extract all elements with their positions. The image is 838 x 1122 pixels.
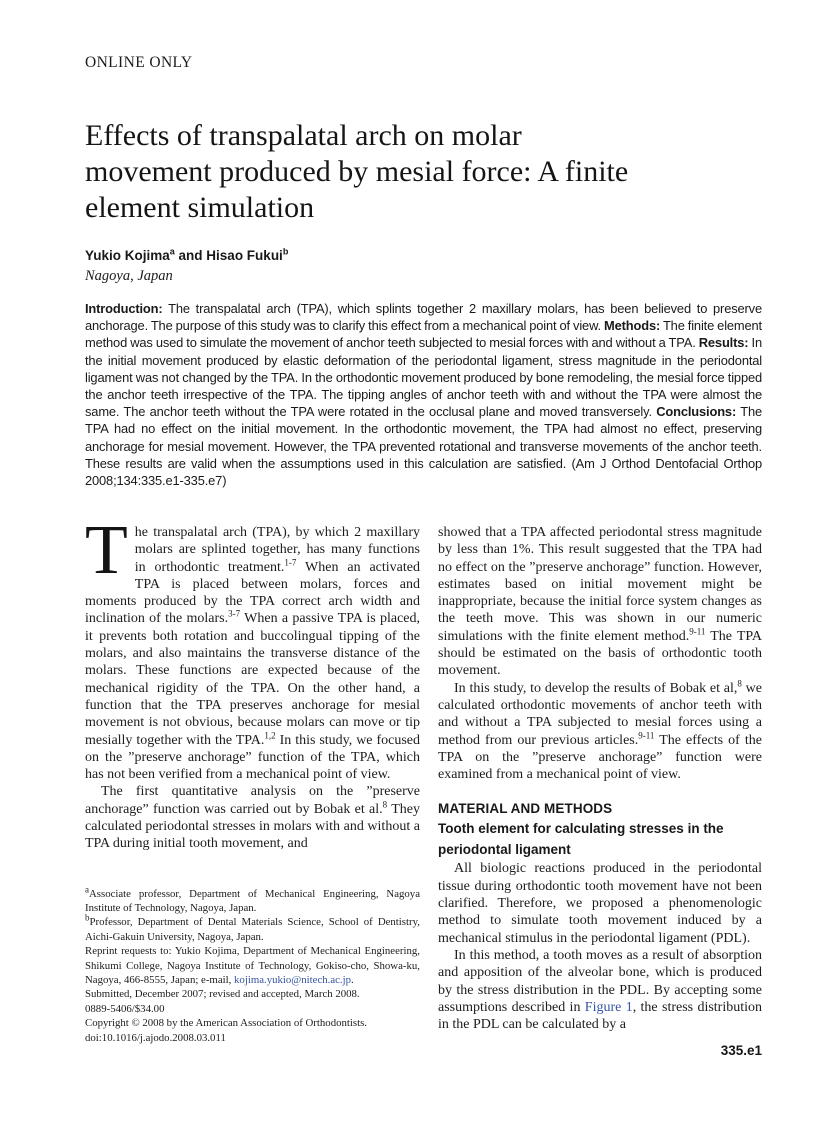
footnote-line: 0889-5406/$34.00 (85, 1002, 165, 1015)
paragraph-first-analysis: The first quantitative analysis on the ”preserve anchorage” function was carried out by Bobak et al.$^8$ They calculated periodontal stresses in molars with and without a TPA during initial tooth movement, and (85, 784, 420, 852)
abstract-paragraph: Introduction: The transpalatal arch (TPA), which splints together 2 maxillary molars, has been believed to preserve anchorage. The purpose of this study was to clarify this effect from a mechanical point of view. Methods: The finite element method was used to simulate the movement of anchor teeth subjected to mesial forces with and without a TPA. Results: In the initial movement produced by elastic deformation of the periodontal ligament, stress magnitude in the periodontal ligament was not changed by the TPA. In the orthodontic movement produced by bone remodeling, the mesial force tipped the anchor teeth irrespective of the TPA. The tipping angles of anchor teeth with and without the TPA were almost the same. The anchor teeth without the TPA were rotated in the occlusal plane and moved transversely. Conclusions: The TPA had no effect on the initial movement. In the orthodontic movement, the TPA had almost no effect, preserving anchorage for mesial movement. However, the TPA prevented rotational and transverse movements of the anchor teeth. These results are valid when the assumptions used in this calculation are satisfied. (Am J Orthod Dentofacial Orthop 2008;134:335.e1-335.e7) (85, 301, 762, 489)
body-columns (85, 512, 763, 1045)
page-number: 335.e1 (720, 1043, 762, 1058)
footnote-line: Copyright © 2008 by the American Association of Orthodontists. (85, 1017, 367, 1030)
footnote-line: $^a$Associate professor, Department of Mechanical Engineering, Nagoya Institute of Technology, Nagoya, Japan. (85, 883, 420, 914)
affiliation: Nagoya, Japan (85, 268, 173, 284)
paragraph-intro: The transpalatal arch (TPA), by which 2 maxillary molars are splinted together, has many functions in orthodontic treatment.$^{1-7}$ When an activated TPA is placed between molars, forces and moments produced by the TPA correct arch width and inclination of the molars.$^{3-7}$ When a passive TPA is placed, it prevents both rotation and buccolingual tipping of the molars, and also maintains the transverse distance of the molars. These functions are expected because of the mechanical rigidity of the TPA. On the other hand, a function that the TPA preserves anchorage for mesial movement is not obvious, because molars can move or tip mesially together with the TPA.$^{1,2}$ In this study, we focused on the ”preserve anchorage” function of the TPA, which has not been verified from a mechanical point of view. (85, 512, 421, 783)
footnotes (85, 883, 420, 1045)
paragraph-this-study: In this study, to develop the results of Bobak et al,$^8$ we calculated orthodontic movements of anchor teeth with and without a TPA subjected to mesial forces using a method from our previous articles.$^{9-11}$ The effects of the TPA on the ”preserve anchorage” function were examined from a mechanical point of view. (438, 678, 762, 783)
footnote-line: Submitted, December 2007; revised and accepted, March 2008. (85, 988, 360, 1001)
footnote-line: Reprint requests to: Yukio Kojima, Department of Mechanical Engineering, Shikumi College, Nagoya Institute of Technology, Gokiso-cho, Showa-ku, Nagoya, 466-8555, Japan; e-mail, kojima.yukio@nitech.ac.jp. (85, 945, 420, 986)
drop-cap: T (85, 512, 128, 589)
footnote-line: $^b$Professor, Department of Dental Materials Science, School of Dentistry, Aichi-Gakuin University, Nagoya, Japan. (85, 912, 420, 943)
section-subheading-tooth-element: Tooth element for calculating stresses in the periodontal ligament (438, 821, 724, 857)
paragraph-biologic-reactions: All biologic reactions produced in the periodontal tissue during orthodontic tooth movement have not been clarified. Therefore, we proposed a phenomenologic method to simulate tooth movement induced by a mechanical stimulus in the periodontal ligament (PDL). (438, 861, 762, 946)
title-line-2: movement produced by mesial force: A finite (85, 155, 629, 188)
body-right-column (438, 524, 762, 1045)
body-left-column (85, 512, 421, 1045)
left-column-paragraphs (85, 512, 421, 853)
figure-1-reference[interactable]: Figure 1 (584, 999, 633, 1015)
paragraph-method-description: In this method, a tooth moves as a result of absorption and apposition of the alveolar bone, which is produced by the stress distribution in the PDL. By accepting some assumptions described in Figure 1, the stress distribution in the PDL can be calculated by a (438, 947, 763, 1033)
footnote-line: doi:10.1016/j.ajodo.2008.03.011 (85, 1031, 226, 1044)
title-line-3: element simulation (85, 191, 315, 224)
page-kicker: ONLINE ONLY (85, 54, 193, 71)
paragraph-continuation: showed that a TPA affected periodontal stress magnitude by less than 1%. This result suggested that the TPA had no effect on the ”preserve anchorage” function. However, estimates based on initial movement might be inappropriate, because the initial force system changes as the teeth move. This was shown in our numeric simulations with the finite element method.$^{9-11}$ The TPA should be estimated on the basis of orthodontic tooth movement. (438, 525, 762, 679)
authors-line: Yukio Kojima$^a$ and Hisao Fukui$^b$ (85, 246, 289, 263)
email-link[interactable]: kojima.yukio@nitech.ac.jp (234, 973, 352, 986)
section-heading-material-and-methods: MATERIAL AND METHODS (438, 801, 613, 817)
title-line-1: Effects of transpalatal arch on molar (85, 119, 522, 152)
article-title (85, 118, 785, 226)
